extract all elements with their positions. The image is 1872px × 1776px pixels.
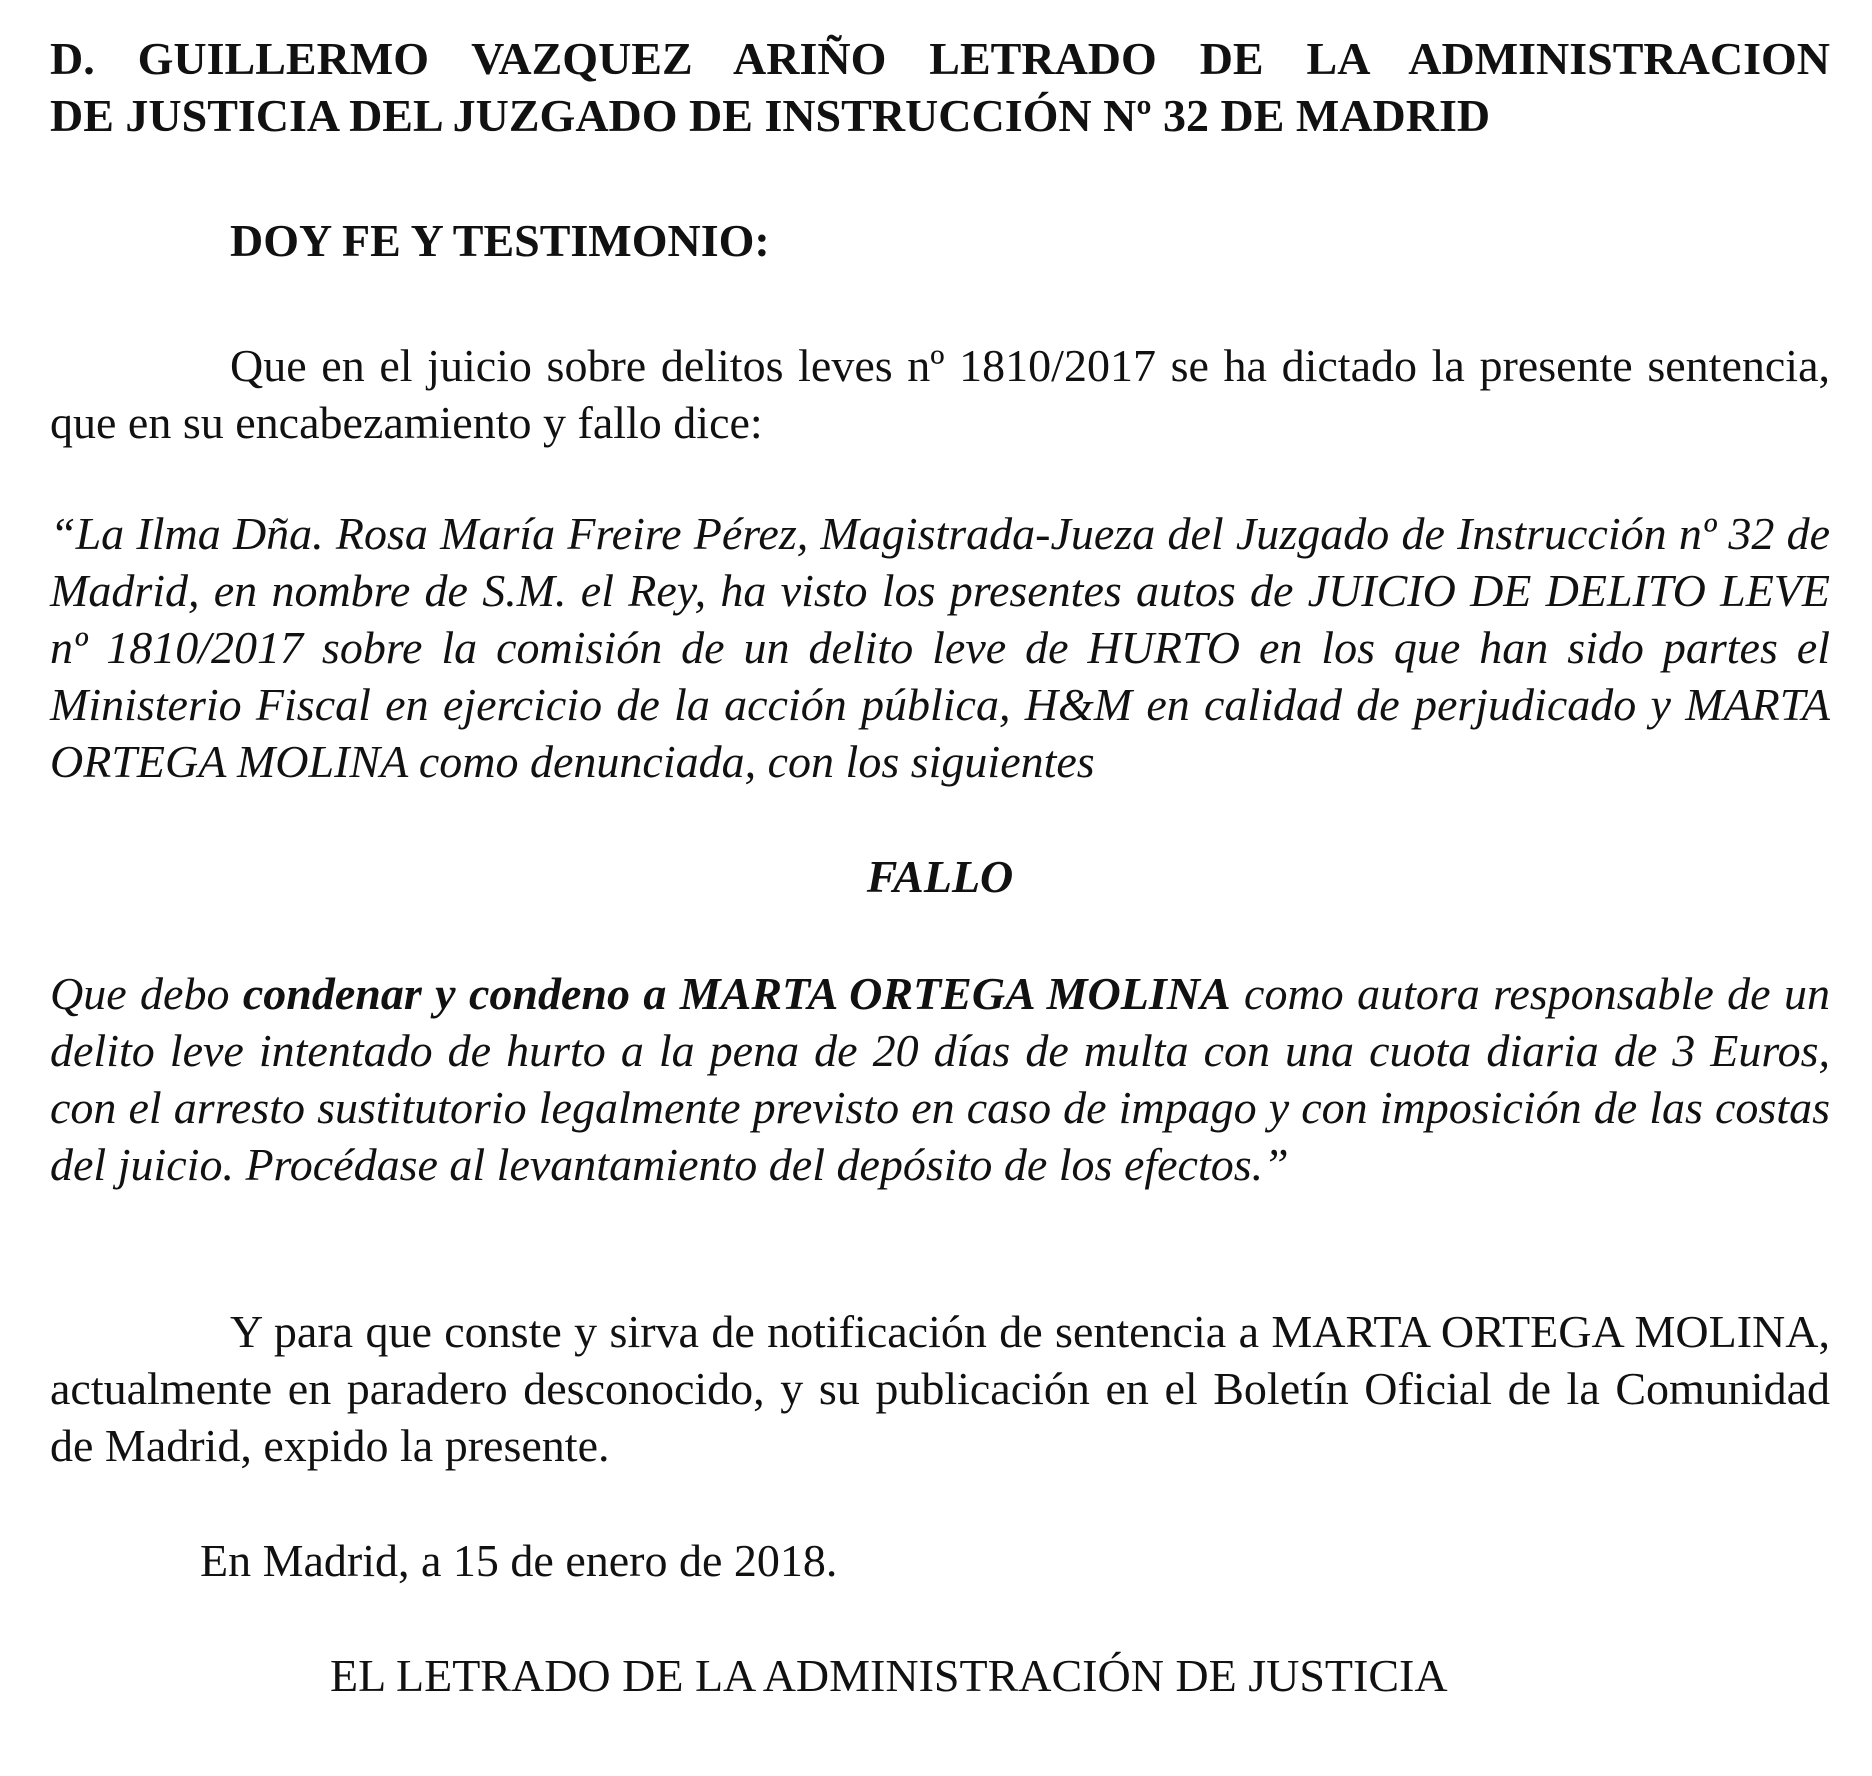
sentence-header-quote: “La Ilma Dña. Rosa María Freire Pérez, Magistrada-Jueza del Juzgado de Instrucción nº 32 de Madrid, en nombre de S.M. el Rey, ha visto los presentes autos de JUICIO DE DELITO LEVE nº 1810/2017 sobre la comisión de un delito leve de HURTO en los que han sido partes el Ministerio Fiscal en ejercicio de la acción pública, H&M en calidad de perjudicado y MARTA ORTEGA MOLINA como denunciada, con los siguientes bbox=[50, 508, 1830, 787]
fallo-heading: FALLO bbox=[866, 851, 1014, 902]
notification-paragraph: Y para que conste y sirva de notificación de sentencia a MARTA ORTEGA MOLINA, actualmente en paradero desconocido, y su publicación en el Boletín Oficial de la Comunidad de Madrid, expido la presente. bbox=[50, 1306, 1830, 1471]
fallo-prefix: Que debo bbox=[50, 968, 243, 1019]
signature-line: EL LETRADO DE LA ADMINISTRACIÓN DE JUSTICIA bbox=[330, 1650, 1448, 1701]
document-header bbox=[50, 30, 1830, 144]
fallo-paragraph bbox=[50, 965, 1830, 1193]
doy-fe-heading: DOY FE Y TESTIMONIO: bbox=[230, 215, 770, 266]
intro-paragraph: Que en el juicio sobre delitos leves nº 1810/2017 se ha dictado la presente sentencia, que en su encabezamiento y fallo dice: bbox=[50, 340, 1830, 448]
document-page bbox=[50, 30, 1830, 1704]
fallo-suffix: como autora responsable de un delito leve intentado de hurto a la pena de 20 días de multa con una cuota diaria de 3 Euros, con el arresto sustitutorio legalmente previsto en caso de impago y con imposición de las costas del juicio. Procédase al levantamiento del depósito de los efectos.” bbox=[50, 968, 1830, 1190]
date-line: En Madrid, a 15 de enero de 2018. bbox=[200, 1535, 838, 1586]
fallo-condemnation: condenar y condeno a MARTA ORTEGA MOLINA bbox=[242, 968, 1231, 1019]
header-line-1: D. GUILLERMO VAZQUEZ ARIÑO LETRADO DE LA ADMINISTRACION bbox=[50, 33, 1830, 84]
header-line-2: DE JUSTICIA DEL JUZGADO DE INSTRUCCIÓN Nº 32 DE MADRID bbox=[50, 90, 1491, 141]
